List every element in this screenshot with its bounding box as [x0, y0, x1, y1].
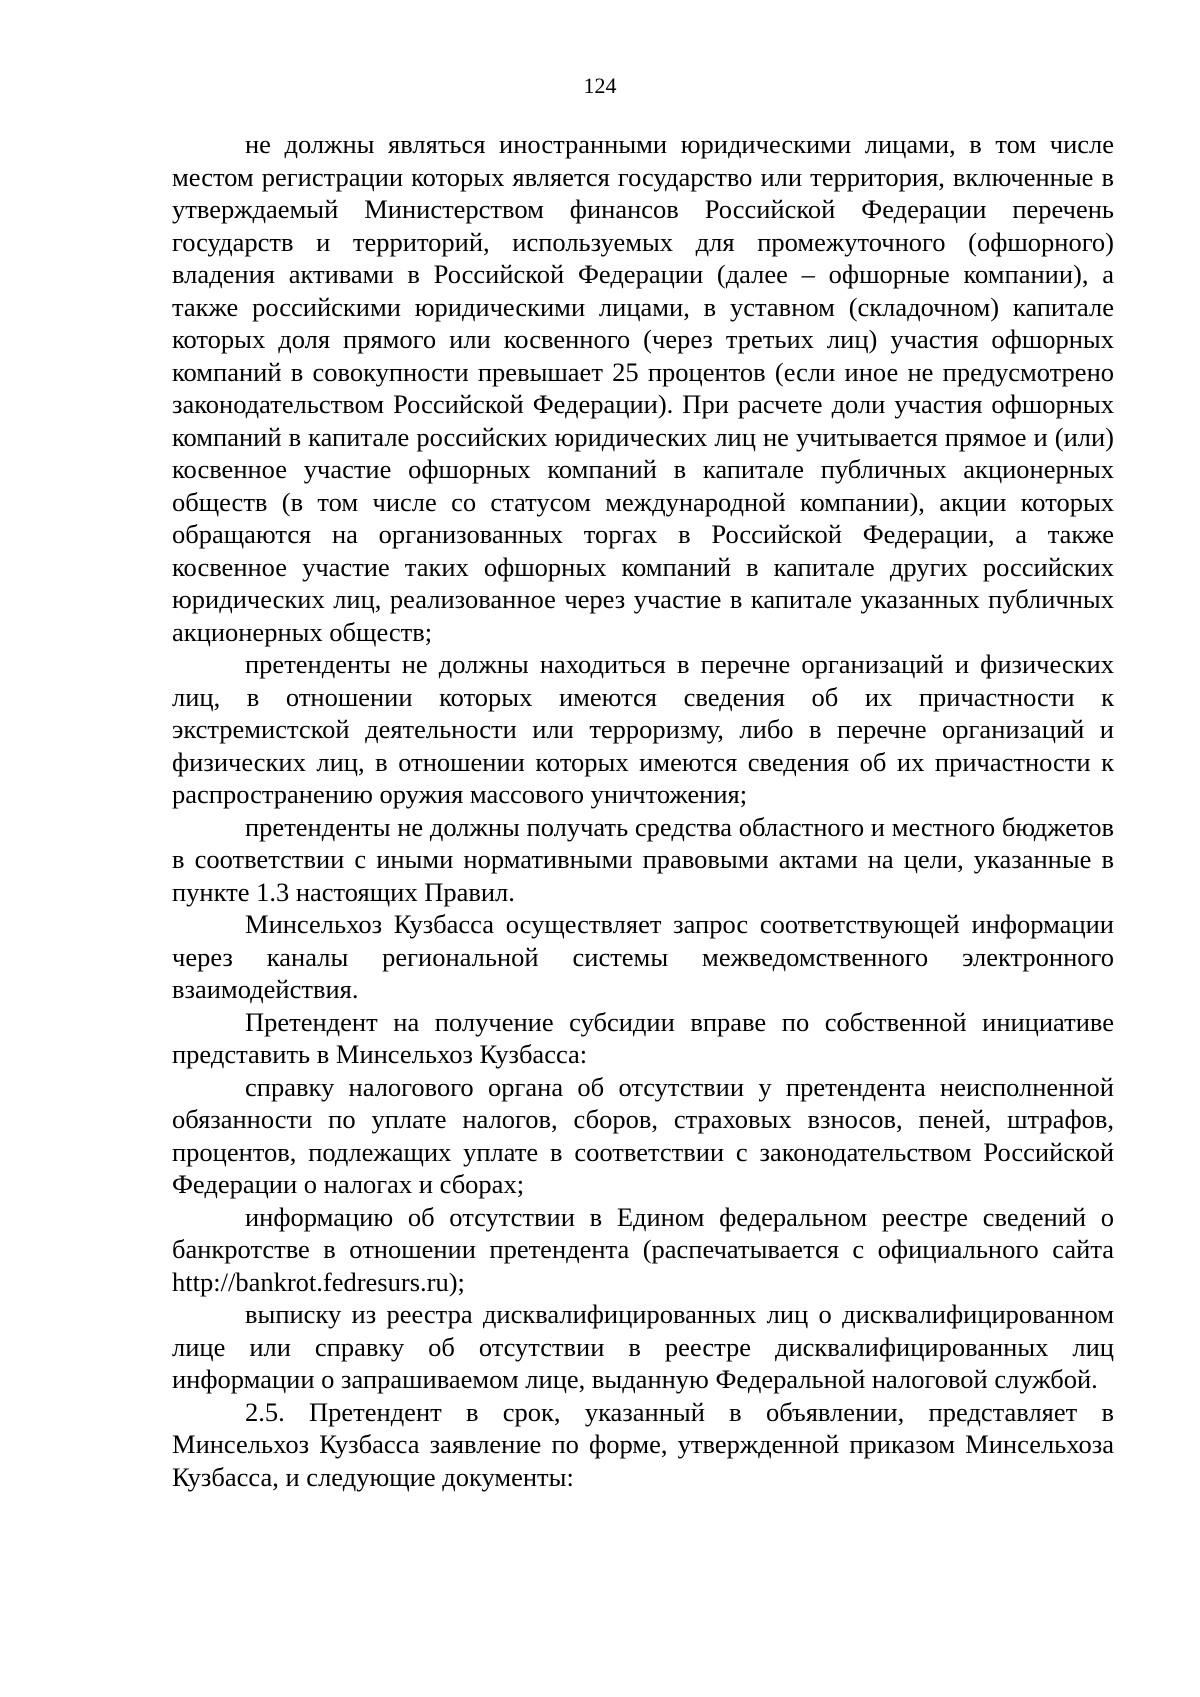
paragraph-interagency-request: Минсельхоз Кузбасса осуществляет запрос соответствующей информации через каналы региональной системы межведомственного электронного взаимодействия.	[172, 909, 1114, 1004]
paragraph-tax-certificate: справку налогового органа об отсутствии у претендента неисполненной обязанности по уплате налогов, сборов, страховых взносов, пеней, штрафов, процентов, подлежащих уплате в соответствии с законодательством Российской Федерации о налогах и сборах;	[172, 1071, 1114, 1199]
paragraph-section-2-5: 2.5. Претендент в срок, указанный в объявлении, представляет в Минсельхоз Кузбасса заявление по форме, утвержденной приказом Минсельхоза Кузбасса, и следующие документы:	[172, 1396, 1114, 1492]
paragraph-budget-funds: претенденты не должны получать средства областного и местного бюджетов в соответствии с иными нормативными правовыми актами на цели, указанные в пункте 1.3 настоящих Правил.	[172, 811, 1114, 907]
paragraph-offshore-companies: не должны являться иностранными юридическими лицами, в том числе местом регистрации которых является государство или территория, включенные в утверждаемый Министерством финансов Российской Федерации перечень государств и территорий, используемых для промежуточного (офшорного) владения активами в Российской Федерации (далее – офшорные компании), а также российскими юридическими лицами, в уставном (складочном) капитале которых доля прямого или косвенного (через третьих лиц) участия офшорных компаний в совокупности превышает 25 процентов (если иное не предусмотрено законодательством Российской Федерации). При расчете доли участия офшорных компаний в капитале российских юридических лиц не учитывается прямое и (или) косвенное участие офшорных компаний в капитале публичных акционерных обществ (в том числе со статусом международной компании), акции которых обращаются на организованных торгах в Российской Федерации, а также косвенное участие таких офшорных компаний в капитале других российских юридических лиц, реализованное через участие в капитале указанных публичных акционерных обществ;	[172, 129, 1114, 647]
paragraph-bankruptcy-info: информацию об отсутствии в Едином федеральном реестре сведений о банкротстве в отношении претендента (распечатывается с официального сайта http://bankrot.fedresurs.ru);	[172, 1201, 1114, 1297]
document-body	[172, 128, 1114, 1493]
paragraph-applicant-initiative: Претендент на получение субсидии вправе по собственной инициативе представить в Минсельхоз Кузбасса:	[172, 1006, 1114, 1069]
paragraph-extremism-list: претенденты не должны находиться в перечне организаций и физических лиц, в отношении которых имеются сведения об их причастности к экстремистской деятельности или терроризму, либо в перечне организаций и физических лиц, в отношении которых имеются сведения об их причастности к распространению оружия массового уничтожения;	[172, 649, 1114, 809]
paragraph-disqualified-register: выписку из реестра дисквалифицированных лиц о дисквалифицированном лице или справку об отсутствии в реестре дисквалифицированных лиц информации о запрашиваемом лице, выданную Федеральной налоговой службой.	[172, 1299, 1114, 1394]
page-number: 124	[583, 73, 617, 98]
